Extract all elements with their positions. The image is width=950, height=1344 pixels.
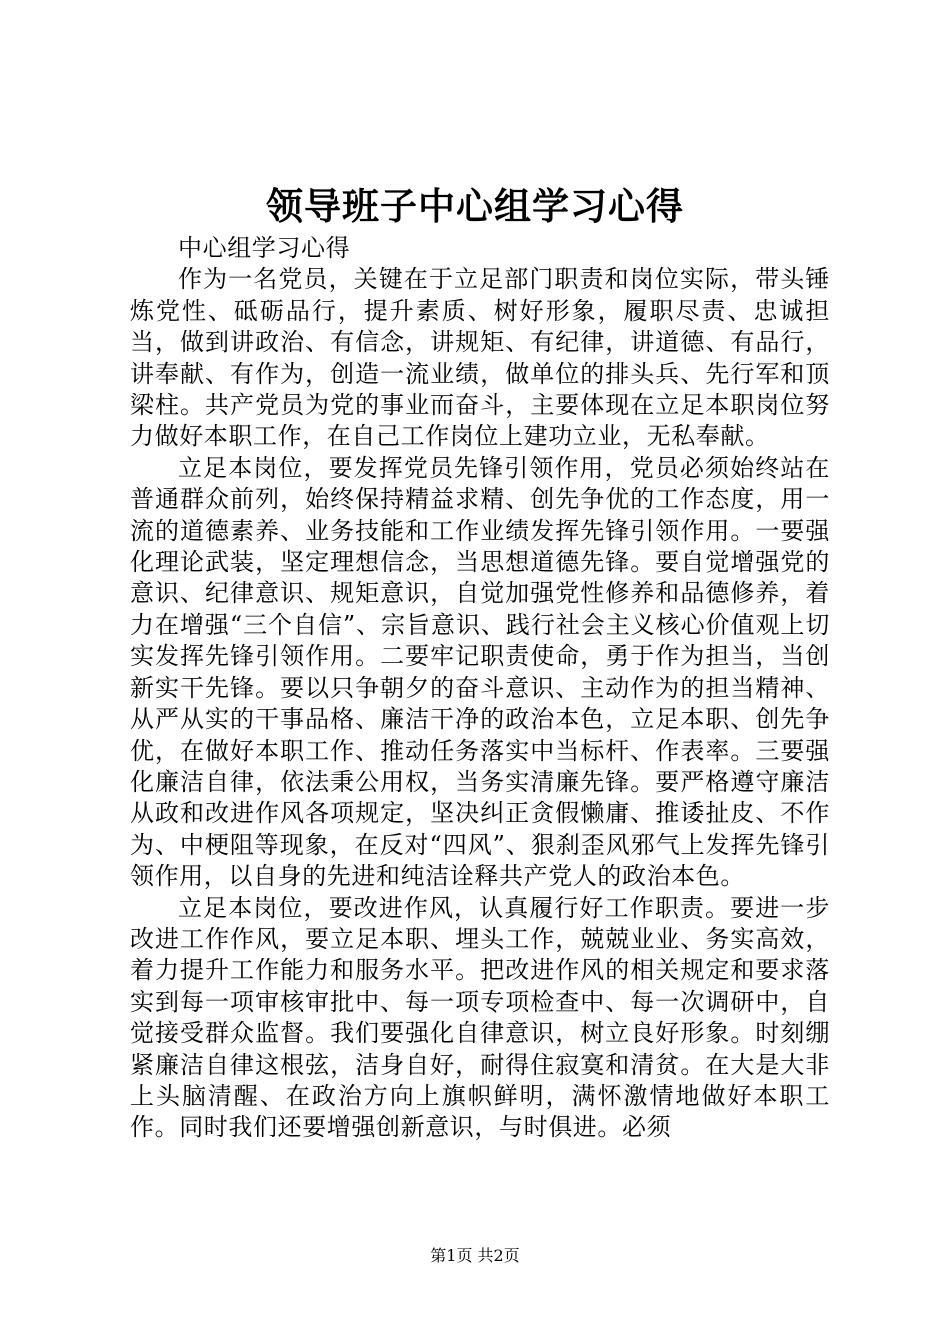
- document-body: [130, 233, 830, 1144]
- paragraph-2: 立足本岗位，要发挥党员先锋引领作用，党员必须始终站在普通群众前列，始终保持精益求精、创先争优的工作态度，用一流的道德素养、业务技能和工作业绩发挥先锋引领作用。一要强化理论武装，坚定理想信念，当思想道德先锋。要自觉增强党的意识、纪律意识、规矩意识，自觉加强党性修养和品德修养，着力在增强“三个自信”、宗旨意识、践行社会主义核心价值观上切实发挥先锋引领作用。二要牢记职责使命，勇于作为担当，当创新实干先锋。要以只争朝夕的奋斗意识、主动作为的担当精神、从严从实的干事品格、廉洁干净的政治本色，立足本职、创先争优，在做好本职工作、推动任务落实中当标杆、作表率。三要强化廉洁自律，依法秉公用权，当务实清廉先锋。要严格遵守廉洁从政和改进作风各项规定，坚决纠正贪假懒庸、推诿扯皮、不作为、中梗阻等现象，在反对“四风”、狠刹歪风邪气上发挥先锋引领作用，以自身的先进和纯洁诠释共产党人的政治本色。: [130, 453, 830, 891]
- paragraph-subtitle: 中心组学习心得: [178, 234, 351, 262]
- paragraph-1: 作为一名党员，关键在于立足部门职责和岗位实际，带头锤炼党性、砥砺品行，提升素质、树好形象，履职尽责、忠诚担当，做到讲政治、有信念，讲规矩、有纪律，讲道德、有品行，讲奉献、有作为，创造一流业绩，做单位的排头兵、先行军和顶梁柱。共产党员为党的事业而奋斗，主要体现在立足本职岗位努力做好本职工作，在自己工作岗位上建功立业，无私奉献。: [130, 265, 830, 451]
- paragraph-3: 立足本岗位，要改进作风，认真履行好工作职责。要进一步改进工作作风，要立足本职、埋头工作，兢兢业业、务实高效，着力提升工作能力和服务水平。把改进作风的相关规定和要求落实到每一项审核审批中、每一项专项检查中、每一次调研中，自觉接受群众监督。我们要强化自律意识，树立良好形象。时刻绷紧廉洁自律这根弦，洁身自好，耐得住寂寞和清贫。在大是大非上头脑清醒、在政治方向上旗帜鲜明，满怀激情地做好本职工作。同时我们还要增强创新意识，与时俱进。必须: [130, 893, 830, 1142]
- document-title: 领导班子中心组学习心得: [266, 184, 684, 228]
- page-number-footer: 第1页 共2页: [430, 1246, 520, 1265]
